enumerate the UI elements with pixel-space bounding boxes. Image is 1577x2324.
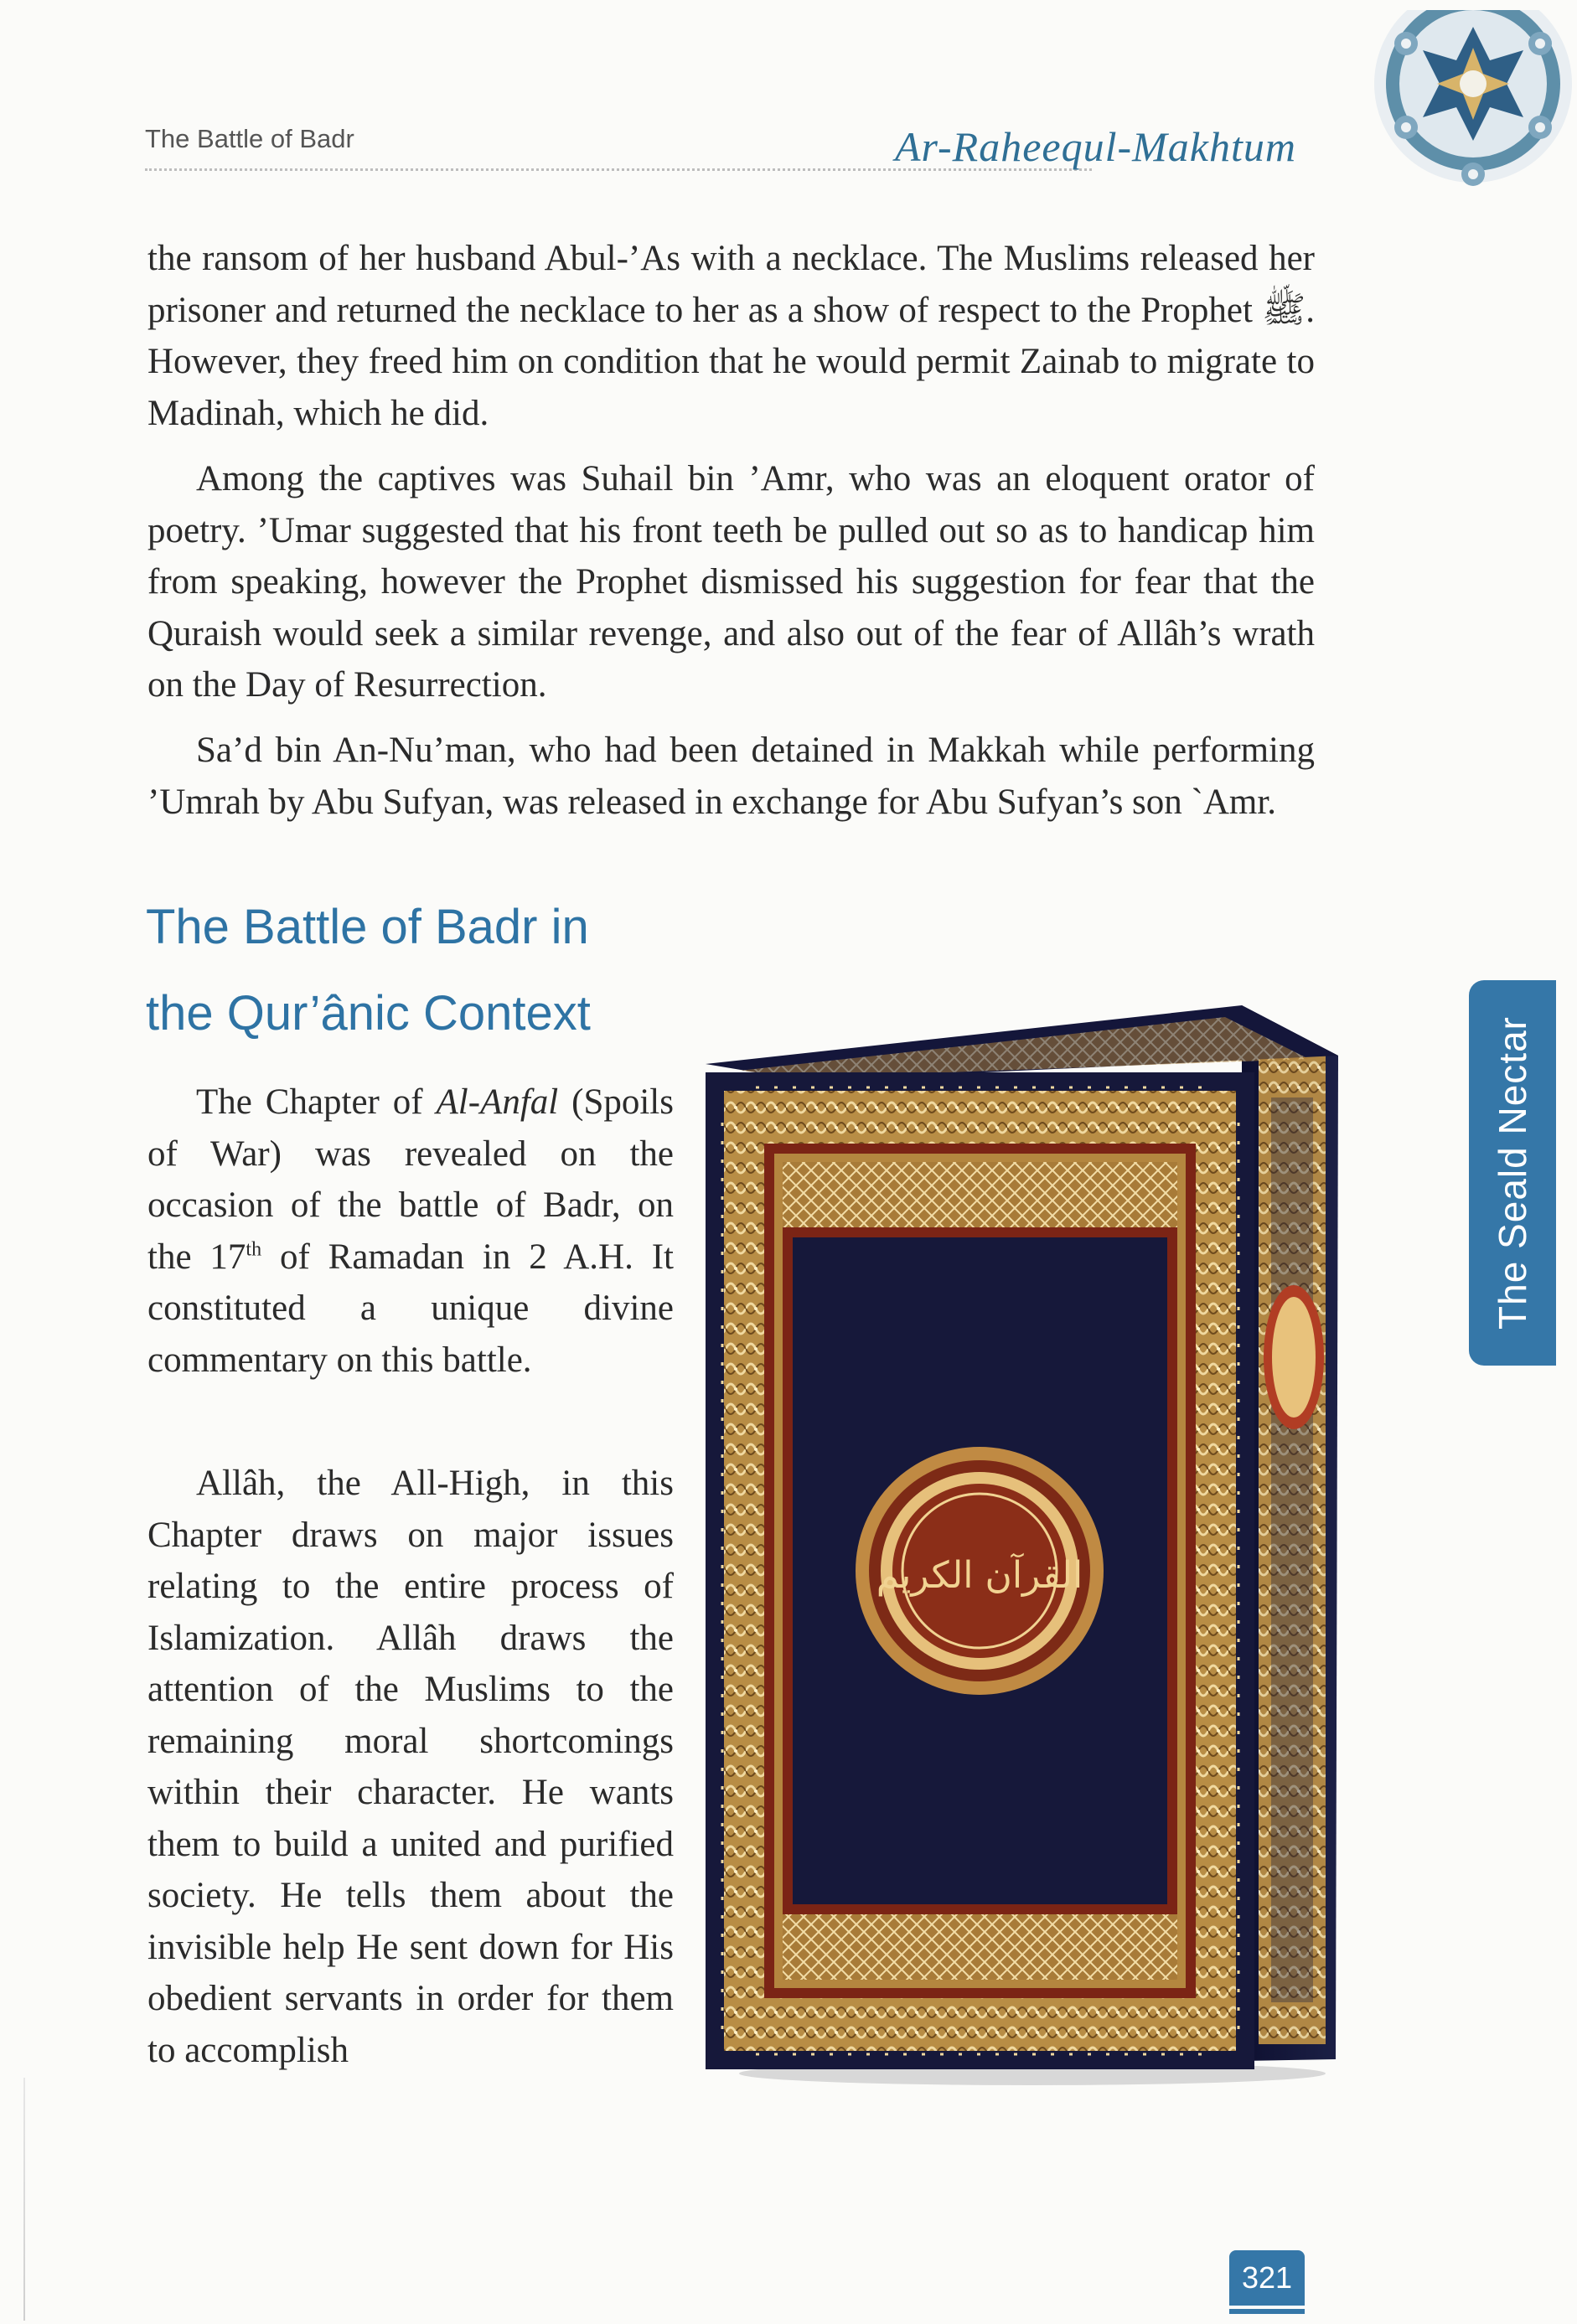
- al-anfal-text-c: (Spoils of War) was revealed on the occasion of the battle of Badr, on the 17: [147, 1082, 674, 1277]
- paragraph-suhail-captive: Among the captives was Suhail bin ’Amr, who was an eloquent orator of poetry. ’Umar suggested that his front teeth be pulled out so as to handicap him from speaking, however the Prophet dismissed his suggestion for fear that the Quraish would seek a similar revenge, and also out of the fear of Allâh’s wrath on the Day of Resurrection.: [147, 459, 1315, 705]
- section-heading-line-2: the Qur’ânic Context: [146, 986, 591, 1041]
- medallion-calligraphy: القرآن الكريم: [876, 1554, 1083, 1597]
- ordinal-suffix: th: [246, 1238, 262, 1261]
- running-header-book-title: Ar-Raheequl-Makhtum: [895, 123, 1296, 170]
- paragraph-zainab-ransom: the ransom of her husband Abul-’As with a necklace. The Muslims released her prisoner and returned the necklace to her as a show of respect to the Prophet ﷺ. However, they freed him on condition that he would permit Zainab to migrate to Madinah, which he did.: [147, 239, 1315, 433]
- chapter-side-tab: [1469, 980, 1556, 1366]
- paragraph-al-anfal: [147, 1077, 674, 1386]
- al-anfal-text-a: The Chapter of: [196, 1082, 437, 1122]
- paragraph-islamization: Allâh, the All-High, in this Chapter draws on major issues relating to the entire process of Islamization. Allâh draws the attention of the Muslims to the remaining moral shortcomings within their character. He wants them to build a united and purified society. He tells them about the invisible help He sent down for His obedient servants in order for them to accomplish: [147, 1464, 674, 2070]
- al-anfal-title: Al-Anfal: [436, 1082, 559, 1122]
- page-number-underline: [1229, 2309, 1305, 2314]
- quran-book-image: [706, 997, 1342, 2086]
- side-tab-label: The Seald Nectar: [1491, 1016, 1534, 1330]
- running-header-section: The Battle of Badr: [145, 124, 354, 153]
- al-anfal-text-e: of Ramadan in 2 A.H. It constituted a unique divine commentary on this battle.: [147, 1237, 674, 1380]
- arabesque-ornament-icon: [1356, 10, 1575, 199]
- section-heading-line-1: The Battle of Badr in: [146, 900, 589, 954]
- page-number: 321: [1229, 2250, 1305, 2306]
- paragraph-sad-release: Sa’d bin An-Nu’man, who had been detained in Makkah while performing ’Umrah by Abu Sufyan, was released in exchange for Abu Sufyan’s son `Amr.: [147, 731, 1315, 822]
- binding-line: [23, 2078, 25, 2321]
